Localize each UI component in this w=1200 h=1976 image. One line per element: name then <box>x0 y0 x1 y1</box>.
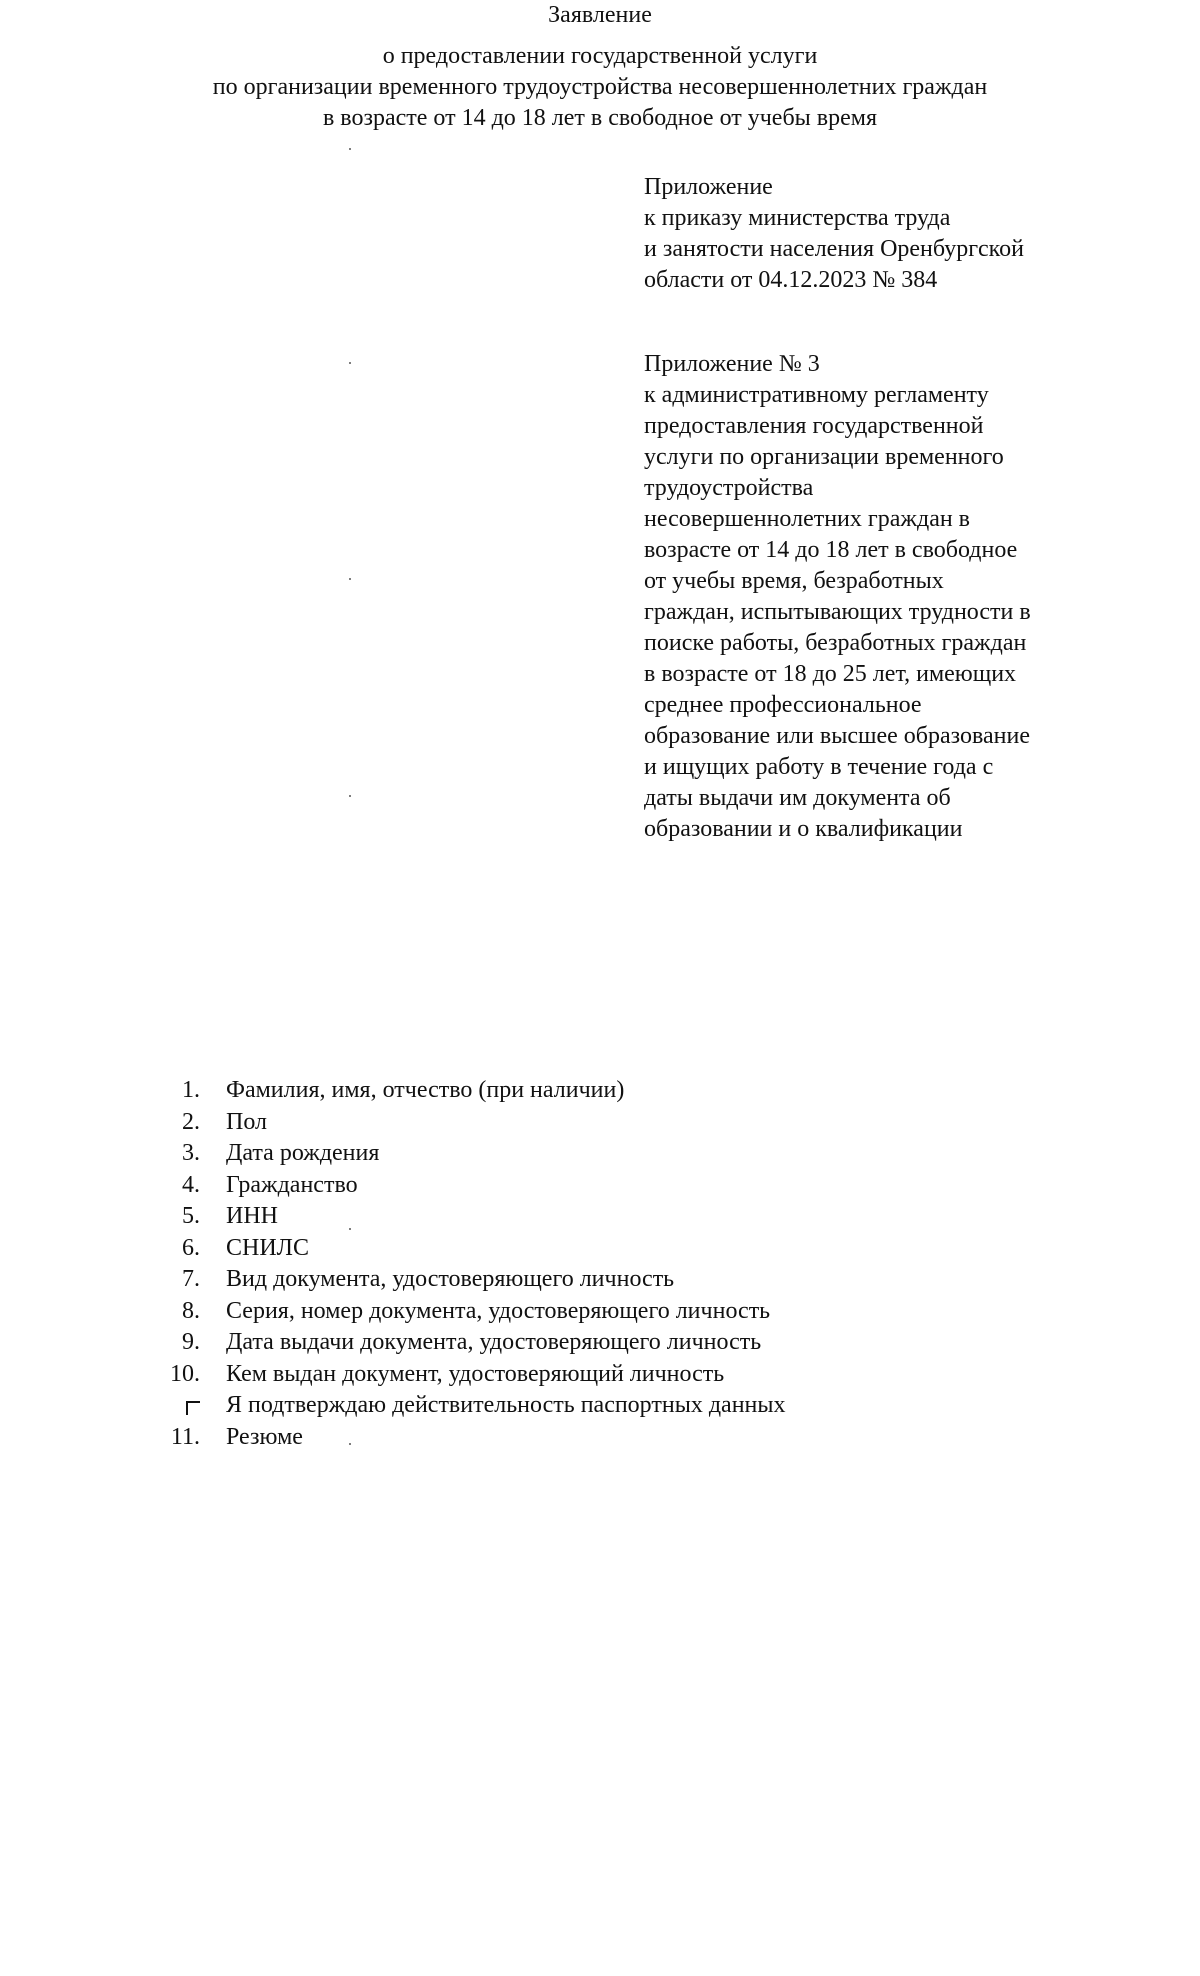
list-item-passport-confirmation <box>160 1390 786 1422</box>
list-item-label: ИНН <box>226 1203 278 1229</box>
list-item-label: Дата выдачи документа, удостоверяющего личность <box>226 1329 762 1355</box>
attachment-regulation-line: несовершеннолетних граждан в <box>644 506 971 532</box>
scan-speck <box>349 148 351 150</box>
list-item-number: 9. <box>182 1329 200 1355</box>
list-item-number: 7. <box>182 1266 200 1292</box>
list-item-number: 8. <box>182 1297 200 1324</box>
list-item-number: 6. <box>182 1234 200 1261</box>
attachment-order-line: Приложение <box>644 174 773 200</box>
list-item-number: 11. <box>170 1423 200 1450</box>
list-item <box>160 1296 786 1328</box>
attachment-regulation-line: к административному регламенту <box>644 382 989 408</box>
attachment-regulation-header <box>644 349 1031 845</box>
list-item-number: 10. <box>170 1360 200 1387</box>
attachment-regulation-line: граждан, испытывающих трудности в <box>644 599 1031 625</box>
list-item <box>160 1170 786 1202</box>
list-item-number: 4. <box>182 1171 200 1198</box>
list-item <box>160 1233 786 1265</box>
statement-title: Заявление <box>548 2 652 28</box>
application-field-list <box>160 1075 786 1453</box>
list-item-label: Я подтверждаю действительность паспортных данных <box>226 1392 786 1418</box>
list-item <box>160 1201 786 1233</box>
attachment-regulation-line: даты выдачи им документа об <box>644 785 951 811</box>
attachment-regulation-line: среднее профессиональное <box>644 692 922 718</box>
list-item-label: Серия, номер документа, удостоверяющего личность <box>226 1297 771 1324</box>
scan-speck <box>349 578 351 580</box>
attachment-regulation-line: трудоустройства <box>644 475 814 501</box>
attachment-regulation-line: поиске работы, безработных граждан <box>644 630 1027 656</box>
checkbox-cell <box>160 1390 200 1422</box>
statement-heading <box>0 0 1200 134</box>
list-item-number: 1. <box>182 1077 200 1103</box>
list-item <box>160 1075 786 1107</box>
attachment-order-line: области от 04.12.2023 № 384 <box>644 267 938 293</box>
scan-speck <box>349 1443 351 1445</box>
statement-subtitle-line: по организации временного трудоустройства несовершеннолетних граждан <box>212 74 988 100</box>
list-item <box>160 1422 786 1454</box>
attachment-regulation-line: Приложение № 3 <box>644 351 820 377</box>
list-item-number: 5. <box>182 1203 200 1229</box>
list-item-label: Пол <box>226 1108 267 1135</box>
attachment-regulation-line: предоставления государственной <box>644 413 984 439</box>
list-item <box>160 1264 786 1296</box>
attachment-order-line: и занятости населения Оренбургской <box>644 236 1024 262</box>
list-item-label: Дата рождения <box>226 1140 380 1166</box>
scan-speck <box>349 362 351 364</box>
attachment-regulation-line: образовании и о квалификации <box>644 816 963 842</box>
list-item <box>160 1327 786 1359</box>
statement-subtitle-line: в возрасте от 14 до 18 лет в свободное от учебы время <box>322 105 878 131</box>
attachment-order-header <box>644 172 1024 296</box>
attachment-regulation-line: услуги по организации временного <box>644 444 1004 470</box>
attachment-order-line: к приказу министерства труда <box>644 205 951 231</box>
list-item <box>160 1107 786 1139</box>
list-item <box>160 1359 786 1391</box>
attachment-regulation-line: возрасте от 14 до 18 лет в свободное <box>644 537 1018 563</box>
list-item-label: Кем выдан документ, удостоверяющий личность <box>226 1360 725 1387</box>
attachment-regulation-line: в возрасте от 18 до 25 лет, имеющих <box>644 661 1017 687</box>
list-item-label: СНИЛС <box>226 1234 309 1261</box>
checkbox-icon[interactable] <box>186 1401 200 1415</box>
scan-speck <box>349 795 351 797</box>
list-item-label: Фамилия, имя, отчество (при наличии) <box>226 1077 625 1103</box>
scan-speck <box>349 1228 351 1230</box>
list-item-label: Гражданство <box>226 1171 358 1198</box>
statement-subtitle-line: о предоставлении государственной услуги <box>382 43 818 69</box>
list-item-number: 2. <box>182 1108 200 1135</box>
attachment-regulation-line: и ищущих работу в течение года с <box>644 754 994 780</box>
attachment-regulation-line: от учебы время, безработных <box>644 568 944 594</box>
list-item-label: Резюме <box>226 1423 303 1450</box>
list-item-label: Вид документа, удостоверяющего личность <box>226 1266 675 1292</box>
attachment-regulation-line: образование или высшее образование <box>644 723 1030 749</box>
list-item <box>160 1138 786 1170</box>
list-item-number: 3. <box>182 1140 200 1166</box>
